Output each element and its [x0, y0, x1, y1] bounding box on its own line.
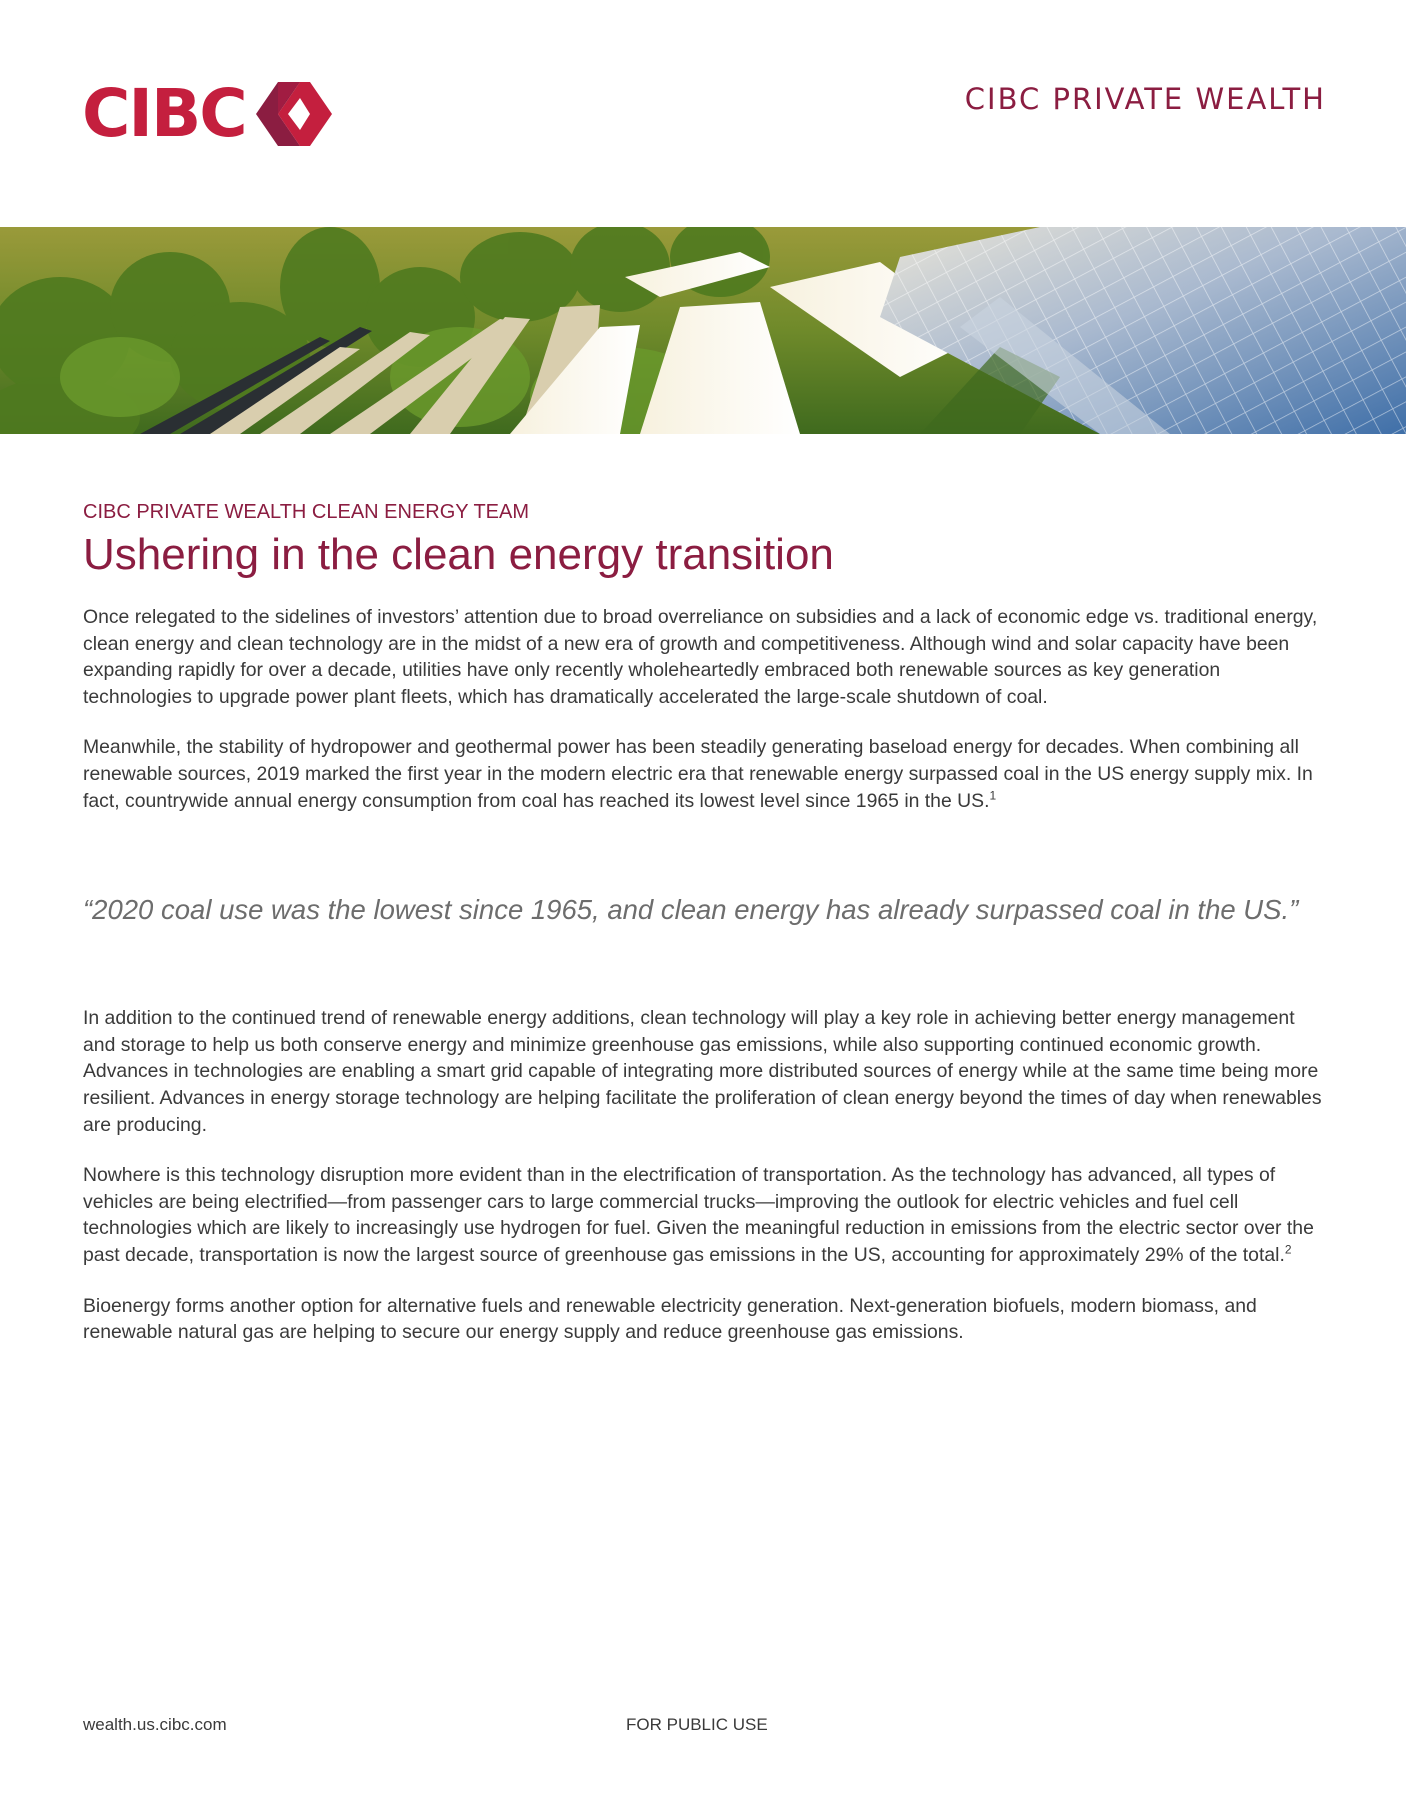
paragraph: Nowhere is this technology disruption more evident than in the electrification of transportation. As the technology has advanced, all types of vehicles are being electrified—from passenger cars to large commercial trucks—improving the outlook for electric vehicles and fuel cell technologies which are likely to increasingly use hydrogen for fuel. Given the meaningful reduction in emissions from the electric sector over the past decade, transportation is now the largest source of greenhouse gas emissions in the US, accounting for approximately 29% of the total.$^2$	[83, 1164, 1314, 1266]
classification-label: FOR PUBLIC USE	[626, 1715, 768, 1734]
footer-url-link[interactable]: wealth.us.cibc.com	[83, 1715, 227, 1734]
logo-wordmark: CIBC	[82, 75, 246, 152]
hero-image	[0, 227, 1406, 434]
paragraph: Once relegated to the sidelines of investors’ attention due to broad overreliance on subsidies and a lack of economic edge vs. traditional energy, clean energy and clean technology are in the midst of a new era of growth and competitiveness. Although wind and solar capacity have been expanding rapidly for over a decade, utilities have only recently wholeheartedly embraced both renewable sources as key generation technologies to upgrade power plant fleets, which has dramatically accelerated the large-scale shutdown of coal.	[83, 606, 1318, 708]
section-eyebrow: CIBC PRIVATE WEALTH CLEAN ENERGY TEAM	[83, 501, 530, 523]
pull-quote: “2020 coal use was the lowest since 1965, and clean energy has already surpassed coal in the US.”	[83, 894, 1299, 926]
paragraph: Bioenergy forms another option for alternative fuels and renewable electricity generation. Next-generation biofuels, modern biomass, and renewable natural gas are helping to secure our energy supply and reduce greenhouse gas emissions.	[83, 1294, 1257, 1344]
paragraph: Meanwhile, the stability of hydropower and geothermal power has been steadily generating baseload energy for decades. When combining all renewable sources, 2019 marked the first year in the modern electric era that renewable energy surpassed coal in the US energy supply mix. In fact, countrywide annual energy consumption from coal has reached its lowest level since 1965 in the US.$^1$	[83, 736, 1313, 812]
footnote-ref: 1	[989, 788, 997, 803]
page-title: Ushering in the clean energy transition	[83, 530, 834, 579]
brand-title: CIBC PRIVATE WEALTH	[964, 82, 1326, 116]
paragraph: In addition to the continued trend of renewable energy additions, clean technology will play a key role in achieving better energy management and storage to help us both conserve energy and minimize greenhouse gas emissions, while also supporting continued economic growth. Advances in technologies are enabling a smart grid capable of integrating more distributed sources of energy while at the same time being more resilient. Advances in energy storage technology are helping facilitate the proliferation of clean energy beyond the times of day when renewables are producing.	[83, 1007, 1322, 1136]
article-body	[83, 500, 1328, 1346]
cibc-logo	[82, 75, 332, 152]
footnote-ref: 2	[1284, 1242, 1292, 1257]
solar-field-image	[0, 227, 1406, 434]
page-header	[0, 0, 1406, 227]
cibc-diamond-icon	[256, 82, 332, 146]
